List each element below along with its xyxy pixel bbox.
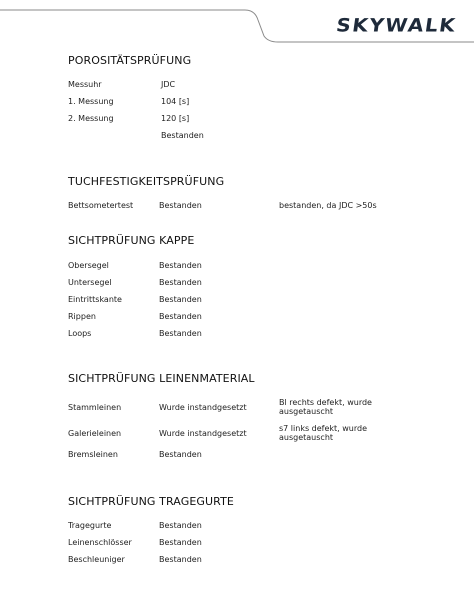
row-label: Leinenschlösser [68,538,132,547]
row-label: 1. Messung [68,97,114,106]
table-row [68,398,458,424]
row-value: Wurde instandgesetzt [159,429,247,438]
row-value: JDC [161,80,176,89]
row-label: Bettsometertest [68,201,134,210]
table-row [68,278,458,295]
row-value: Bestanden [159,261,202,270]
table-row [68,295,458,312]
table-row [68,114,458,131]
row-value: 120 [s] [161,114,190,123]
row-label: Rippen [68,312,96,321]
row-note: Bl rechts defekt, wurde ausgetauscht [279,398,372,416]
section-tuchfestigkeit [68,175,458,218]
section-title-leinenmaterial: SICHTPRÜFUNG LEINENMATERIAL [68,372,255,385]
row-label: 2. Messung [68,114,114,123]
row-value: Bestanden [159,450,202,459]
table-row [68,555,458,572]
section-title-porositaet: POROSITÄTSPRÜFUNG [68,54,192,67]
table-row [68,97,458,114]
table-row [68,201,458,218]
table-row [68,80,458,97]
row-value: Bestanden [159,312,202,321]
row-label: Stammleinen [68,403,122,412]
row-label: Beschleuniger [68,555,125,564]
row-value: Bestanden [159,521,202,530]
row-value: Bestanden [159,278,202,287]
section-title-kappe: SICHTPRÜFUNG KAPPE [68,234,195,247]
section-tragegurte [68,495,458,572]
row-value: Bestanden [159,538,202,547]
row-value: Bestanden [159,295,202,304]
table-row [68,329,458,346]
table-row [68,538,458,555]
row-label: Untersegel [68,278,112,287]
row-value: Bestanden [161,131,204,140]
section-porositaet [68,54,458,148]
row-value: Bestanden [159,329,202,338]
row-label: Bremsleinen [68,450,118,459]
section-title-tragegurte: SICHTPRÜFUNG TRAGEGURTE [68,495,234,508]
row-value: 104 [s] [161,97,190,106]
table-row [68,261,458,278]
page-header [0,0,474,48]
row-label: Galerieleinen [68,429,122,438]
row-value: Bestanden [159,201,202,210]
row-note: bestanden, da JDC >50s [279,201,377,210]
table-row [68,312,458,329]
table-row [68,521,458,538]
row-label: Messuhr [68,80,102,89]
row-label: Loops [68,329,92,338]
table-row [68,450,458,467]
table-row [68,424,458,450]
section-kappe [68,234,458,346]
section-title-tuchfestigkeit: TUCHFESTIGKEITSPRÜFUNG [68,175,225,188]
row-label: Obersegel [68,261,109,270]
row-label: Tragegurte [68,521,112,530]
table-row [68,131,458,148]
row-note: s7 links defekt, wurde ausgetauscht [279,424,368,442]
skywalk-logo: SKYWALK [335,14,458,37]
row-label: Eintrittskante [68,295,122,304]
row-value: Bestanden [159,555,202,564]
row-value: Wurde instandgesetzt [159,403,247,412]
section-leinenmaterial [68,372,458,467]
